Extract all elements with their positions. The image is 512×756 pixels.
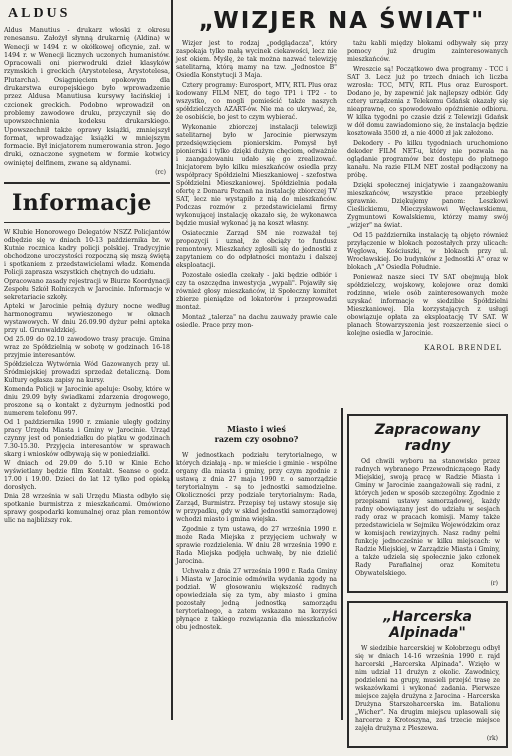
miasto-paragraph: Uchwała z dnia 27 września 1990 r. Rada Gminy i Miasta w Jarocinie odmówiła wydania zgody na podział. W głosowaniu większość radnych opowiedziała się za tym, aby miasto i gmina pozostały jedną jednostką samorządu terytorialnego, a zatem wskazano na korzyści płynące z takiego rozwiązania dla mieszkańców obu jednostek.: [176, 568, 337, 631]
info-item: Od 25.09 do 02.10 zawodowo trasy pracuje. Gmina wraz ze Spółdzielnią w sobotę w godzinach 16-18 przyjmie interesantów.: [4, 336, 170, 360]
wizjer-paragraph: Ponieważ nasze sieci TV SAT obejmują blok spółdzielczy, wojskowy, kolejowe oraz domki rodzinne, wiele osób zainteresowanych może uzyskać informacje w siedzibie Spółdzielni Mieszkaniowej. Dla korzystających z usługi obowiązuje opłata za eksploatację TV SAT. W planach Stowarzyszenia jest rozszerzenie sieci o kolejne osiedla w Jarocinie.: [347, 274, 508, 337]
info-item: Od 1 października 1990 r. zmianie uległy godziny pracy Urzędu Miasta i Gminy w Jarocinie. Urząd czynny jest od poniedziałku do piątku w godzinach 7.30-15.30. Przyjęcia interesantów w sprawach skarg i wniosków odbywają się w poniedziałki.: [4, 419, 170, 459]
info-item: W dniach od 29.09 do 5.10 w Kinie Echo wyświetlany będzie film Kontakt. Seanse o godz. 17.00 i 19.00. Dzieci do lat 12 tylko pod opieką dorosłych.: [4, 460, 170, 492]
wizjer-body: [176, 40, 508, 352]
wizjer-paragraph: Wizjer jest to rodzaj „podglądacza", który zaspokaja tylko małą wycinek ciekawości, lecz nie jest okiem. Myślę, że tak można nazwać telewizję satelitarną, którą mamy na tzw. „Jednostce B" Osiedla Konstytucji 3 Maja.: [176, 40, 337, 79]
miasto-paragraph: W jednostkach podziału terytorialnego, w których działają - np. w mieście i gminie - wspólne organy dla miasta i gminy, przy czym zgodnie z ustawą z dnia 27 maja 1990 r. o samorządzie terytorialnym - są to jednostki samodzielne. Okoliczności przy podziale terytorialnym: Rada, Zarząd, Burmistrz. Przepisy tej ustawy stosuje się w przypadku, gdy w skład jednostki samorządowej wchodzi miasto i gmina wiejska.: [176, 452, 337, 523]
info-item: Spółdzielcza Wytwórnia Wód Gazowanych przy ul. Śródmiejskiej prowadzi sprzedaż detaliczną. Dom Kultury ogłasza zapisy na kursy.: [4, 361, 170, 385]
wizjer-paragraph: Pozostałe osiedla czekały - jaki będzie odbiór i czy ta oszczędna inwestycja „wypali". Pojawiły się również głosy mieszkańców, iż Społeczny komitet zbierze pieniądze od lokatorów i przeprowadzi montaż.: [176, 272, 337, 311]
info-item: Opracowano zasady rejestracji w Biurze Koordynacji Zespołu Szkół Rolniczych w Jarocinie. Informacje w sekretariacie szkoły.: [4, 278, 170, 302]
wizjer-column-1: [176, 40, 337, 352]
harcerska-signature: (rk): [486, 735, 498, 742]
info-item: Apteki w Jarocinie pełnią dyżury nocne według harmonogramu wywieszonego w oknach wystawowych. W dniu 26.09.90 dyżur pełni apteka przy ul. Grunwaldzkiej.: [4, 303, 170, 335]
informacje-title: Informacje: [12, 190, 152, 217]
aldus-body: Aldus Manutius - drukarz włoski z okresu renesansu. Założył słynną drukarnię (Aldina) w Wenecji w 1494 r. w okółkowej oficynie, zał. w 1494 r. w Wenecji licznych uczonych humanistów. Opracowali oni pierwodruki dzieł klasyków rzymskich i greckich (Arystotelesa, Arystotelesa, Plutarcha). Osiągnięciem epokowym dla drukarstwa europejskiego było wprowadzenie przez Aldusa Manutiusa kursywy łacińskiej i czcionek greckich. Podobno wprowadził on problemy zawodowe druku, przyczynił się do upowszechnienia kodeksu drukarskiego. Upowszechnił także oprawy książki, zmniejszył format, wprowadzając książki w mniejszym formacie. Był inicjatorem numerowania stron. Jego druki, oznaczone sygnetem w formie kotwicy owiniętej delfinem, zwane są aldynami.: [4, 26, 170, 167]
wizjer-paragraph: Wreszcie są! Początkowo dwa programy - TCC i SAT 3. Lecz już po trzech dniach ich liczba wzrosła: TCC, MTV, RTL Plus oraz Eurosport. Dodano je, by zapewnić jak najlepszy odbiór. Gdy cztery urządzenia z Telekomu Gdańsk okazały się nieaprawne, co spowodowało opóźnienie odbioru. W kilka tygodni po czasie dziś z Telewizji Gdańsk w dół domu zawiadomiono się, że instalacja będzie kosztowała 3500 zł, a nie 4000 zł jak założono.: [347, 66, 508, 137]
wizjer-paragraph: Osiatecznie Zarząd SM nie rozważał tej propozycji i uznał, że obciąży to fundusz remontowy. Mieszkańcy zgłosili się do jednostki z zapytaniem co do odpłatności montażu i dalszej eksploatacji.: [176, 230, 337, 269]
informacje-underline: [4, 222, 170, 223]
aldus-title: ALDUS: [8, 6, 71, 21]
miasto-title-line-2: razem czy osobno?: [214, 434, 299, 444]
miasto-paragraph: Zgodnie z tym ustawa, do 27 września 1990 r. może Rada Miejska z przyjęciem uchwały w sprawie rozdzielenia. W dniu 28 września 1990 r. Rada Miejska podjęła uchwałę, by nie dzielić Jarocina.: [176, 526, 337, 565]
wizjer-paragraph: Montaż „talerza" na dachu zauważy prawie cale osiedle. Prace przy mon-: [176, 314, 337, 329]
section-divider: [4, 182, 170, 184]
zapracowany-body: Od chwili wyboru na stanowisko przez radnych wybranego Przewodniczącego Rady Miejskiej, swoją pracę w Radzie Miasta i Gminy w Jarocinie zaangażowali się radni, z których jeden w sposób szczególny. Zgodnie z przepisami ustawy samorządowej, każdy radny obowiązany jest do udziału w sesjach rady oraz w pracach komisji. Mamy także przedstawiciela w Sejmiku Wojewódzkim oraz w komisjach rewizyjnych. Nasz radny pełni funkcję jednocześnie w kilku miejscach: w Radzie Miejskiej, w Zarządzie Miasta i Gminy, a także udziela się społecznie jako członek Rady Parafialnej oraz Komitetu Obywatelskiego.: [355, 458, 500, 577]
harcerska-box: [347, 601, 508, 748]
wizjer-author: KAROL BRENDEL: [424, 344, 502, 352]
informacje-list: [4, 229, 170, 525]
column-rule: [171, 0, 173, 720]
zapracowany-title: Zapracowany radny: [374, 422, 481, 454]
harcerska-title: „Harcerska Alpinada": [383, 609, 472, 641]
info-item: Dnia 28 września w sali Urzędu Miasta odbyło się spotkanie burmistrza z mieszkańcami. Omówiono sprawy gospodarki komunalnej oraz plan remontów ulic na najbliższy rok.: [4, 493, 170, 525]
info-item: Komenda Policji w Jarocinie apeluje: Osoby, które w dniu 29.09 były świadkami zdarzenia drogowego, proszone są o kontakt z dyżurnym jednostki pod numerem telefonu 997.: [4, 386, 170, 418]
wizjer-paragraph: tażu kabli między blokami odbywały się przy pomocy już drugim zainteresowanych mieszkańców.: [347, 40, 508, 63]
wizjer-paragraph: Wykonanie zbiorczej instalacji telewizji satelitarnej było w Jarocinie pierwszym przedsięwzięciem pionierskim. Pomysł był pionierski i tylko dzięki dużym chęciom, odważnie i zaangażowaniu udało się go zrealizować. Inicjatorem było kilku mieszkańców osiedla przy współpracy Spółdzielni Mieszkaniowej - szefostwa Spółdzielni Mieszkaniowej. Spółdzielnia podała ofertę z Domaru Poznań na instalację zbiorczej TV SAT, lecz nie wystąpiło z nią do mieszkańców. Podczas rozmów z przedstawicielami firmy wykonującej instalację okazało się, że wykonawca będzie musiał wykonać ją na koszt własny.: [176, 124, 337, 227]
informacje-section: [4, 190, 170, 525]
harcerska-body: W siedzibie harcerskiej w Kołobrzegu odbył się w dniach 14-16 września 1990 r. rajd harcerski „Harcerska Alpinada". Wzięło w nim udział 11 drużyn z okolic. Zawodnicy, podzieleni na grupy, musieli przejść trasę ze wskazówkami i wykonać zadania. Pierwsze miejsce zajęła drużyna z Jarocina - Harcerska Drużyna Starszoharcerska im. Batalionu „Wicher". Na drugim miejscu uplasowali się harcerze z Krotoszyna, zaś trzecie miejsce zajęła drużyna z Pleszewa.: [355, 645, 500, 732]
lower-right-column: [347, 414, 508, 756]
zapracowany-box: [347, 414, 508, 593]
miasto-title: [176, 424, 337, 444]
miasto-article: [176, 414, 337, 634]
lower-section: [176, 414, 508, 742]
lower-column-rule: [341, 408, 343, 720]
wizjer-paragraph: Dzięki społecznej inicjatywie i zaangażowaniu mieszkańców, wszystkie prace przebiegły sprawnie. Dziękujemy panom: Leszkowi Cieślickiemu, Mieczysławowi Węcławskiemu, Zygmuntowi Kowalskiemu, którzy mamy swój „wizjer" na świat.: [347, 182, 508, 229]
miasto-title-line-1: Miasto i wieś: [227, 424, 286, 434]
aldus-signature: (rc): [155, 169, 166, 177]
wizjer-paragraph: Cztery programy: Eurosport, MTV, RTL Plus oraz kodowany FILM NET, do tego TP1 i TP2 - to wszystko, co mogli pomieścić także naszych spółdzielczych AZART-ów. Nie ma co ukrywać, że, że osobiście, bo jest to czym wybierać.: [176, 82, 337, 121]
wizjer-article: [176, 6, 508, 352]
aldus-article: [4, 6, 170, 176]
wizjer-paragraph: Od 15 października instalację tą objęto również przyłączenie w blokach pozostałych przy ulicach: Węglowa, Kościuszki, w blokach przy ul. Wrocławskiej. Do budynków z Jednostki A" oraz w blokach „A" Osiedla Południe.: [347, 232, 508, 271]
left-column: [4, 6, 170, 526]
wizjer-title: „WIZJER NA ŚWIAT": [198, 8, 486, 34]
wizjer-paragraph: Dekodery - Po kilku tygodniach uruchomiono dekoder FILM NET-u, który nie pozwala na oglądanie programów bez dostępu do płatnego kanału. Na razie FILM NET został podłączony na próbę.: [347, 140, 508, 179]
zapracowany-signature: (r): [490, 580, 498, 587]
info-item: W Klubie Honorowego Delegatów NSZZ Policjantów odbędzie się w dniach 10-13 października br. w Kutnie rocznica kadry policji polskiej. Tradycyjnie obchodzone uroczystości rozpoczną się mszą świętą i spotkaniem z przedstawicielami władz. Komenda Policji zaprasza wszystkich chętnych do udziału.: [4, 229, 170, 277]
wizjer-column-2: [347, 40, 508, 352]
